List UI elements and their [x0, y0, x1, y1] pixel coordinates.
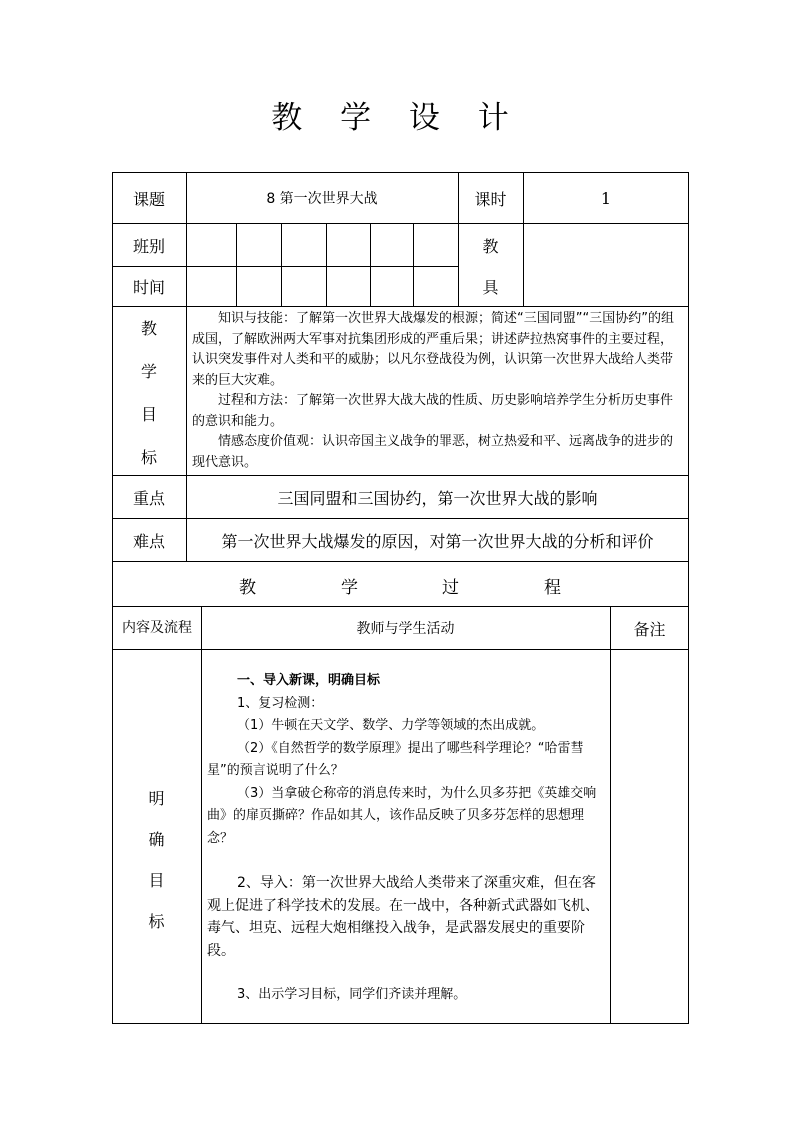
notes-column-header: 备注: [633, 619, 666, 639]
activity-column-header: 教师与学生活动: [356, 621, 455, 637]
document-title: 教 学 设 计: [271, 100, 523, 136]
row-divider: [112, 649, 689, 650]
row-divider: [112, 306, 689, 307]
section-label: [112, 786, 201, 950]
lesson-activity: [207, 670, 607, 1007]
difficult-point-value: 第一次世界大战爆发的原因，对第一次世界大战的分析和评价: [221, 531, 654, 551]
key-point-value: 三国同盟和三国协约，第一次世界大战的影响: [277, 488, 598, 508]
intro-text: 2、导入：第一次世界大战给人类带来了深重灾难，但在客观上促进了科学技术的发展。在一战中，各种新式武器如飞机、毒气、坦克、远程大炮相继投入战争，是武器发展史的重要阶段。: [207, 875, 599, 959]
column-divider: [201, 606, 202, 1024]
column-divider: [281, 223, 282, 306]
tools-label-2: 具: [482, 278, 499, 297]
objectives-label-char: 目: [140, 405, 157, 424]
period-value: 1: [600, 188, 612, 208]
column-divider: [610, 606, 611, 1024]
section-heading: 一、导入新课，明确目标: [237, 673, 381, 688]
row-divider: [112, 223, 689, 224]
section-label-char: 确: [148, 830, 165, 849]
review-title: 1、复习检测：: [237, 695, 324, 711]
learning-goal: 3、出示学习目标，同学们齐读并理解。: [237, 987, 467, 1002]
topic-label: 课题: [132, 189, 165, 209]
tools-label-1: 教: [482, 236, 499, 256]
objectives-label: [112, 316, 186, 488]
objective-knowledge: 知识与技能：了解第一次世界大战爆发的根源；简述“三国同盟”“三国协约”的组成国，了解欧洲两大军事对抗集团形成的严重后果；讲述萨拉热窝事件的主要过程，认识突发事件对人类和平的威胁；以凡尔登战役为例，认识第一次世界大战给人类带来的巨大灾难。: [192, 311, 674, 388]
time-label: 时间: [132, 278, 165, 297]
process-header: [112, 562, 689, 606]
process-header-char: 教: [239, 578, 256, 598]
difficult-point-label: 难点: [132, 531, 165, 551]
review-question-1: （1）牛顿在天文学、数学、力学等领域的杰出成就。: [237, 718, 545, 733]
key-point-label: 重点: [132, 488, 165, 508]
period-label: 课时: [474, 189, 507, 209]
process-header-char: 过: [442, 578, 459, 598]
objective-attitude: 情感态度价值观：认识帝国主义战争的罪恶，树立热爱和平、远离战争的进步的现代意识。: [192, 434, 674, 470]
objectives-label-char: 学: [140, 362, 157, 381]
objectives-label-char: 标: [140, 448, 157, 467]
review-question-2: （2）《自然哲学的数学原理》提出了哪些科学理论？“哈雷彗星”的预言说明了什么？: [207, 740, 584, 778]
section-label-char: 目: [148, 871, 165, 890]
column-divider: [236, 223, 237, 306]
objective-process: 过程和方法：了解第一次世界大战大战的性质、历史影响培养学生分析历史事件的意识和能力。: [192, 393, 674, 429]
topic-value: 8 第一次世界大战: [266, 191, 378, 207]
column-divider: [413, 223, 414, 306]
column-divider: [326, 223, 327, 306]
class-label: 班别: [132, 236, 165, 256]
review-question-3: （3）当拿破仑称帝的消息传来时，为什么贝多芬把《英雄交响曲》的扉页撕碎？作品如其人，该作品反映了贝多芬怎样的思想理念？: [207, 785, 597, 846]
process-header-char: 学: [341, 578, 358, 598]
process-header-char: 程: [544, 578, 561, 598]
objectives-label-char: 教: [140, 319, 157, 338]
column-divider: [370, 223, 371, 306]
section-label-char: 标: [148, 912, 165, 931]
content-column-header: 内容及流程: [122, 619, 192, 636]
section-label-char: 明: [148, 789, 165, 808]
objectives-text: [192, 309, 683, 473]
